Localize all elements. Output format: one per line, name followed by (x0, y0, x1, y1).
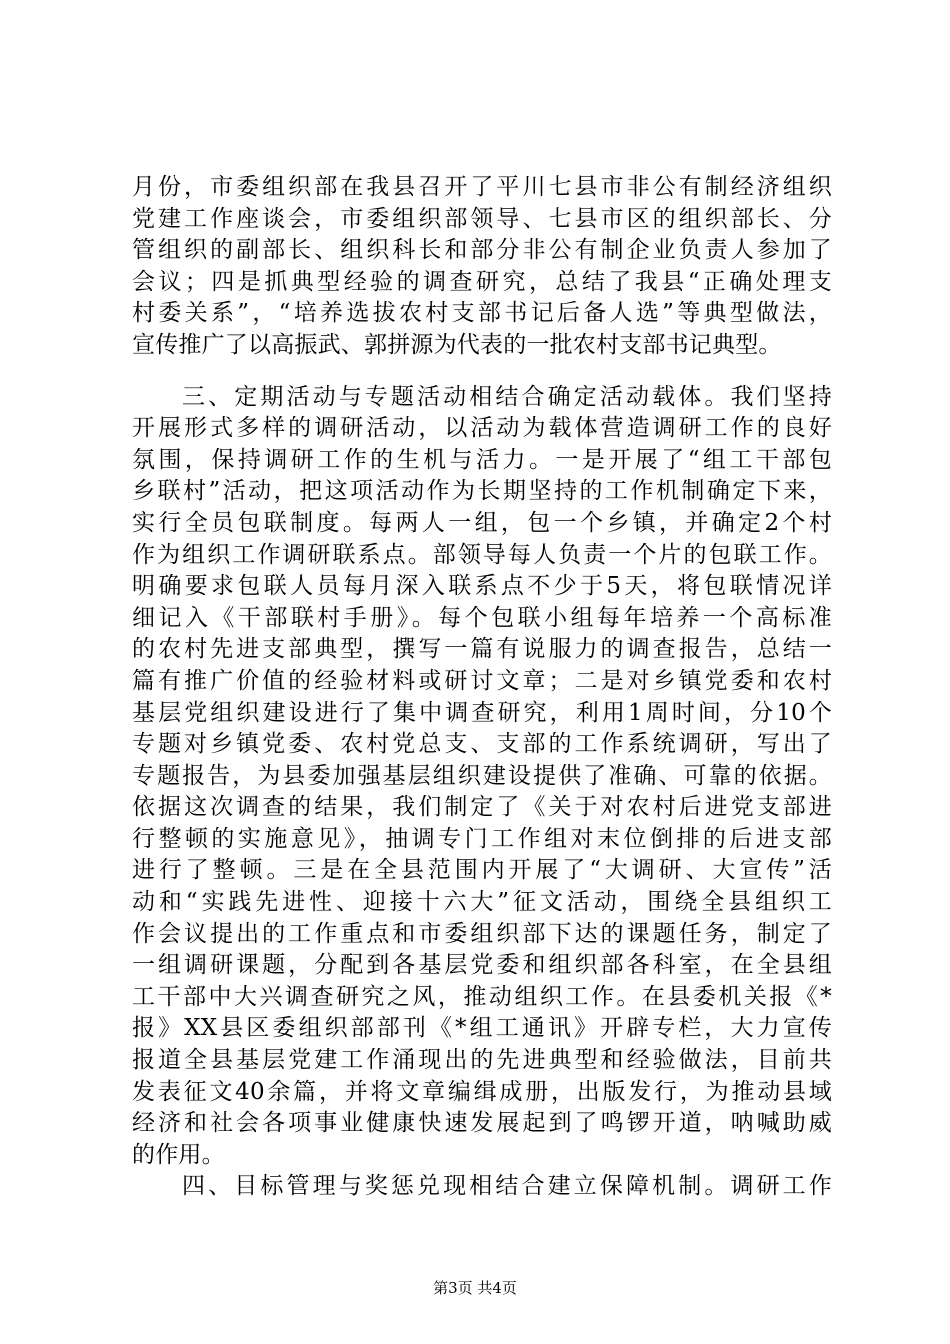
text-line: 经济和社会各项事业健康快速发展起到了鸣锣开道，呐喊助威 (132, 1110, 832, 1137)
text-line: 的作用。 (132, 1141, 225, 1168)
text-line: 行整顿的实施意见》，抽调专门工作组对末位倒排的后进支部 (132, 825, 832, 852)
text-line: 报》XX县区委组织部部刊《*组工通讯》开辟专栏，大力宣传 (132, 1015, 832, 1042)
text-line: 细记入《干部联村手册》。每个包联小组每年培养一个高标准 (132, 604, 832, 631)
text-line: 进行了整顿。三是在全县范围内开展了“大调研、大宣传”活 (132, 857, 832, 884)
text-line: 月份，市委组织部在我县召开了平川七县市非公有制经济组织 (132, 174, 832, 200)
text-line: 工干部中大兴调查研究之风，推动组织工作。在县委机关报《* (132, 983, 832, 1010)
text-line: 专题报告，为县委加强基层组织建设提供了准确、可靠的依据。 (132, 762, 832, 789)
text-line: 乡联村”活动，把这项活动作为长期坚持的工作机制确定下来， (132, 478, 832, 505)
text-line: 一组调研课题，分配到各基层党委和组织部各科室，在全县组 (132, 952, 832, 979)
page-footer: 第3页 共4页 (433, 1279, 517, 1297)
text-line: 的农村先进支部典型，撰写一篇有说服力的调查报告，总结一 (132, 636, 832, 663)
text-line: 明确要求包联人员每月深入联系点不少于5天，将包联情况详 (132, 573, 832, 600)
text-line: 篇有推广价值的经验材料或研讨文章；二是对乡镇党委和农村 (132, 667, 832, 694)
text-line: 依据这次调查的结果，我们制定了《关于对农村后进党支部进 (132, 794, 832, 821)
text-line: 村委关系”，“培养选拔农村支部书记后备人选”等典型做法， (132, 300, 832, 327)
paragraph-section-three (132, 382, 832, 1172)
text-line: 会议；四是抓典型经验的调查研究，总结了我县“正确处理支 (132, 268, 832, 295)
text-line: 三、定期活动与专题活动相结合确定活动载体。我们坚持 (182, 383, 832, 410)
text-line: 动和“实践先进性、迎接十六大”征文活动，围绕全县组织工 (132, 889, 832, 916)
text-line: 基层党组织建设进行了集中调查研究，利用1周时间，分10个 (132, 699, 832, 726)
paragraph-continuation (132, 172, 832, 362)
text-line: 开展形式多样的调研活动，以活动为载体营造调研工作的良好 (132, 415, 832, 442)
text-line: 作会议提出的工作重点和市委组织部下达的课题任务，制定了 (132, 920, 832, 947)
text-line: 作为组织工作调研联系点。部领导每人负责一个片的包联工作。 (132, 541, 832, 568)
text-line: 宣传推广了以高振武、郭拼源为代表的一批农村支部书记典型。 (132, 331, 782, 358)
paragraph-section-four (132, 1171, 832, 1203)
text-line: 管组织的副部长、组织科长和部分非公有制企业负责人参加了 (132, 237, 832, 264)
text-line: 氛围，保持调研工作的生机与活力。一是开展了“组工干部包 (132, 446, 832, 473)
text-line: 实行全员包联制度。每两人一组，包一个乡镇，并确定2个村 (132, 509, 832, 536)
document-body (132, 172, 832, 1203)
text-line: 四、目标管理与奖惩兑现相结合建立保障机制。调研工作 (182, 1173, 832, 1200)
text-line: 发表征文40余篇，并将文章编缉成册，出版发行，为推动县域 (132, 1078, 832, 1105)
text-line: 党建工作座谈会，市委组织部领导、七县市区的组织部长、分 (132, 205, 832, 232)
text-line: 专题对乡镇党委、农村党总支、支部的工作系统调研，写出了 (132, 731, 832, 758)
text-line: 报道全县基层党建工作涌现出的先进典型和经验做法，目前共 (132, 1047, 832, 1074)
paragraph-gap (132, 362, 832, 382)
